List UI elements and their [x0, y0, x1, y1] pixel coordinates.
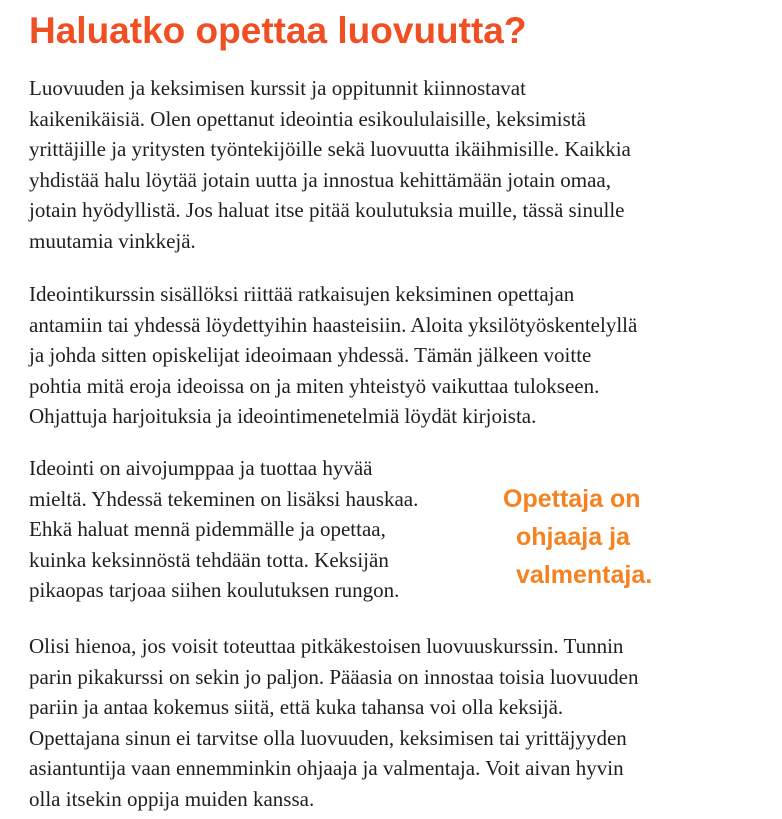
pull-quote-line: valmentaja.	[516, 561, 653, 589]
paragraph-line: Olisi hienoa, jos voisit toteuttaa pitkäkestoisen luovuuskurssin. Tunnin	[29, 634, 624, 658]
pull-quote-line: ohjaaja ja	[516, 523, 630, 551]
paragraph-line: antamiin tai yhdessä löydettyihin haasteisiin. Aloita yksilötyöskentelyllä	[29, 312, 638, 337]
pull-quote-line: Opettaja on	[503, 485, 641, 513]
paragraph-ideation-course	[29, 279, 637, 432]
paragraph-line: Ohjattuja harjoituksia ja ideointimenetelmiä löydät kirjoista.	[29, 404, 537, 428]
paragraph-line: pohtia mitä eroja ideoissa on ja miten yhteistyö vaikuttaa tulokseen.	[29, 373, 600, 398]
paragraph-line: asiantuntija vaan ennemminkin ohjaaja ja valmentaja. Voit aivan hyvin	[29, 756, 624, 780]
paragraph-line: yrittäjille ja yritysten työntekijöille sekä luovuutta ikäihmisille. Kaikkia	[29, 137, 631, 161]
paragraph-line: parin pikakurssi on sekin jo paljon. Pääasia on innostaa toisia luovuuden	[29, 664, 639, 689]
paragraph-line: ja johda sitten opiskelijat ideoimaan yhdessä. Tämän jälkeen voitte	[29, 343, 592, 367]
paragraph-line: muutamia vinkkejä.	[29, 228, 196, 253]
article-title: Haluatko opettaa luovuutta?	[29, 10, 527, 51]
paragraph-line: olla itsekin oppija muiden kanssa.	[29, 786, 315, 811]
paragraph-brain-exercise	[29, 453, 418, 606]
paragraph-line: yhdistää halu löytää jotain uutta ja innostua kehittämään jotain omaa,	[29, 167, 612, 192]
paragraph-line: pariin ja antaa kokemus siitä, että kuka tahansa voi olla keksijä.	[29, 695, 564, 719]
paragraph-intro	[29, 73, 631, 256]
paragraph-long-course	[29, 631, 638, 814]
paragraph-line: kaikenikäisiä. Olen opettanut ideointia esikoululaisille, keksimistä	[29, 106, 586, 131]
paragraph-line: Luovuuden ja keksimisen kurssit ja oppitunnit kiinnostavat	[29, 76, 526, 100]
paragraph-line: pikaopas tarjoaa siihen koulutuksen rungon.	[29, 578, 400, 602]
paragraph-line: mieltä. Yhdessä tekeminen on lisäksi hauskaa.	[29, 486, 419, 511]
paragraph-line: Ideointi on aivojumppaa ja tuottaa hyvää	[29, 456, 373, 480]
paragraph-line: jotain hyödyllistä. Jos haluat itse pitää koulutuksia muille, tässä sinulle	[29, 198, 625, 222]
paragraph-line: Opettajana sinun ei tarvitse olla luovuuden, keksimisen tai yrittäjyyden	[29, 725, 627, 750]
paragraph-line: kuinka keksinnöstä tehdään totta. Keksijän	[29, 547, 389, 572]
pull-quote	[503, 480, 733, 594]
paragraph-line: Ideointikurssin sisällöksi riittää ratkaisujen keksiminen opettajan	[29, 282, 575, 306]
paragraph-line: Ehkä haluat mennä pidemmälle ja opettaa,	[29, 517, 386, 541]
